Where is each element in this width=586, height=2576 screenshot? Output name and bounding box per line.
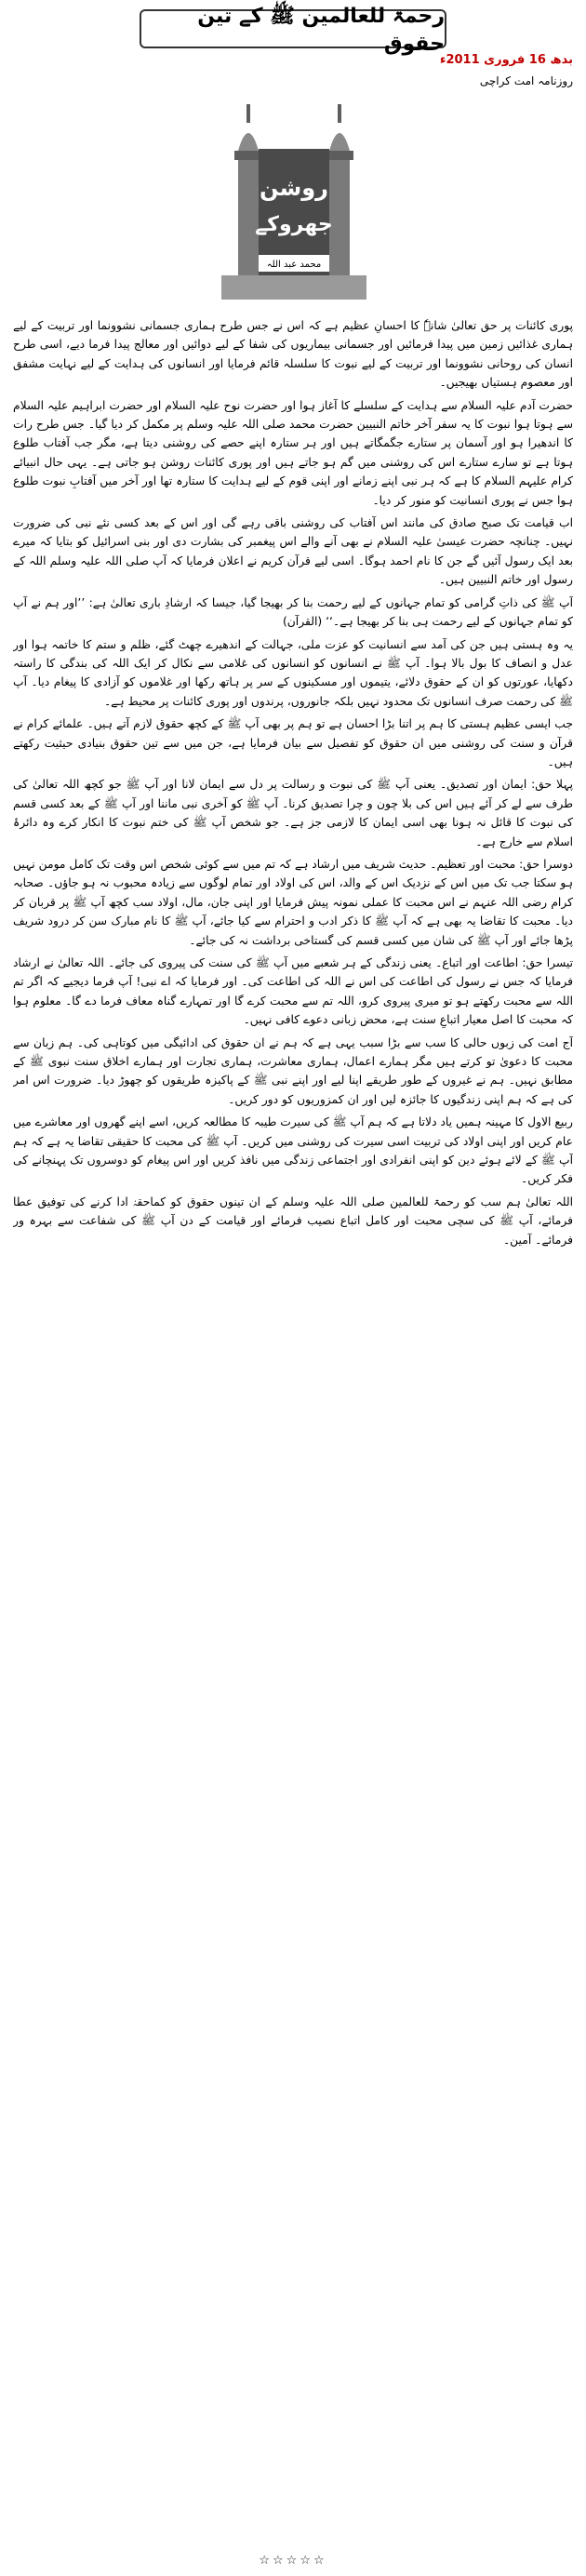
logo-caption: محمد عبد اللہ (266, 260, 322, 270)
article-title-text: رحمۃ للعالمین ﷺ کے تین حقوق (197, 4, 445, 56)
article-paragraph: آپ ﷺ کی ذاتِ گرامی کو تمام جہانوں کے لیے رحمت بنا کر بھیجا گیا، جیسا کہ ارشادِ باری تعالیٰ ہے: ’’اور ہم نے آپ کو تمام جہانوں کے لیے رحمت ہی بنا کر بھیجا ہے۔‘‘ (القرآن) (13, 595, 573, 629)
logo-title-top: روشن (260, 175, 328, 201)
column-logo (221, 93, 366, 300)
publication-source: روزنامہ امت کراچی (479, 74, 573, 87)
end-stars: ☆☆☆☆☆ (259, 2554, 327, 2568)
article-paragraph: یہ وہ ہستی ہیں جن کی آمد سے انسانیت کو عزت ملی، جہالت کے اندھیرے چھٹ گئے، ظلم و ستم کا خاتمہ ہوا اور عدل و انصاف کا بول بالا ہوا۔ آپ ﷺ نے انسانوں کو انسانوں کی غلامی سے نکال کر ایک اللہ کی بندگی کا راستہ دکھایا، عورتوں کو ان کے حقوق دلائے، یتیموں اور مسکینوں کے سر پر ہاتھ رکھا اور غلاموں کو آزادی کا پیغام دیا۔ آپ ﷺ کی رحمت صرف انسانوں تک محدود نہیں بلکہ جانوروں، پرندوں اور پوری کائنات پر محیط ہے۔ (13, 637, 573, 708)
article-paragraph: اللہ تعالیٰ ہم سب کو رحمۃ للعالمین صلی اللہ علیہ وسلم کے ان تینوں حقوق کو کماحقہٗ ادا کرنے کی توفیق عطا فرمائے، آپ ﷺ کی سچی محبت اور کامل اتباع نصیب فرمائے اور قیامت کے دن آپ ﷺ کی شفاعت سے بہرہ ور فرمائے۔ آمین۔ (13, 1195, 573, 1247)
article-paragraph: پہلا حق: ایمان اور تصدیق۔ یعنی آپ ﷺ کی نبوت و رسالت پر دل سے ایمان لانا اور آپ ﷺ جو کچھ اللہ تعالیٰ کی طرف سے لے کر آئے ہیں اس کی بلا چون و چرا تصدیق کرنا۔ آپ ﷺ کو آخری نبی ماننا اور آپ ﷺ کے بعد کسی قسم کی نبوت کا قائل نہ ہونا بھی اسی ایمان کا لازمی جز ہے۔ جو شخص آپ ﷺ کی ختم نبوت کا انکار کرے وہ دائرۂ اسلام سے خارج ہے۔ (13, 778, 573, 848)
article-paragraph: پوری کائنات پر حق تعالیٰ شانہٗ کا احسانِ عظیم ہے کہ اس نے جس طرح ہماری جسمانی نشوونما اور تربیت کے لیے ہماری غذائیں زمین میں پیدا فرمائیں اور جسمانی بیماریوں کی شفا کے لیے دوائیں اور معالج پیدا فرما دیے، اسی طرح انسان کی روحانی نشوونما اور تربیت کے لیے نبوت کا سلسلہ قائم فرمایا اور انسانوں کی ہدایت کے لیے نہایت مشفق اور معصوم ہستیاں بھیجیں۔ (13, 319, 573, 390)
article-paragraph: حضرت آدم علیہ السلام سے ہدایت کے سلسلے کا آغاز ہوا اور حضرت نوح علیہ السلام اور حضرت ابراہیم علیہ السلام سے ہوتا ہوا نبوت کا یہ سفر آخر خاتم النبیین حضرت محمد صلی اللہ علیہ وسلم پر مکمل کر دیا گیا۔ جس طرح رات کا اندھیرا ہو اور آسمان پر ستارے جگمگاتے ہیں اور ہر ستارہ اپنے حصے کی روشنی دیتا ہے، مگر جب آفتاب طلوع ہوتا ہے تو سارے ستارے اس کی روشنی میں گم ہو جاتے ہیں اور پوری کائنات روشن ہو جاتی ہے۔ یہی حال انبیائے کرام علیہم السلام کا ہے کہ ہر نبی اپنے زمانے اور اپنی قوم کے لیے ہدایت کا ستارہ تھا اور آخر میں آفتابِ نبوت طلوع ہوا جس نے پوری انسانیت کو منور کر دیا۔ (13, 398, 573, 507)
article-body (13, 316, 573, 2544)
publication-date: بدھ 16 فروری 2011ء (439, 53, 573, 67)
article-paragraph: اب قیامت تک صبح صادق کی مانند اس آفتاب کی روشنی باقی رہے گی اور اس کے بعد کسی نئے نبی کی ضرورت نہیں۔ چنانچہ حضرت عیسیٰ علیہ السلام نے بھی آنے والے اس پیغمبر کی بشارت دی اور بنی اسرائیل کو بتایا کہ میرے بعد ایک رسول آئیں گے جن کا نام احمد ہوگا۔ اسی لیے قرآن کریم نے اعلان فرمایا کہ آپ صلی اللہ علیہ وسلم اللہ کے رسول اور خاتم النبیین ہیں۔ (13, 516, 573, 587)
article-paragraph: ربیع الاول کا مہینہ ہمیں یاد دلاتا ہے کہ ہم آپ ﷺ کی سیرت طیبہ کا مطالعہ کریں، اسے اپنے گھروں اور معاشرے میں عام کریں اور اپنی اولاد کی تربیت اسی سیرت کی روشنی میں کریں۔ آپ ﷺ کی محبت کا حقیقی تقاضا یہ ہے کہ ہم آپ ﷺ کے لائے ہوئے دین کو اپنی انفرادی اور اجتماعی زندگی میں نافذ کریں اور اس پیغام کو دوسروں تک پہنچانے کی فکر کریں۔ (13, 1115, 573, 1186)
article-paragraph: جب ایسی عظیم ہستی کا ہم پر اتنا بڑا احسان ہے تو ہم پر بھی آپ ﷺ کے کچھ حقوق لازم آتے ہیں۔ علمائے کرام نے قرآن و سنت کی روشنی میں ان حقوق کو تفصیل سے بیان فرمایا ہے، جن میں سے تین حقوق بنیادی حیثیت رکھتے ہیں۔ (13, 717, 573, 768)
logo-title-bottom: جھروکے (255, 213, 333, 236)
article-paragraph: تیسرا حق: اطاعت اور اتباع۔ یعنی زندگی کے ہر شعبے میں آپ ﷺ کی سنت کی پیروی کی جائے۔ اللہ تعالیٰ نے ارشاد فرمایا کہ جس نے رسول کی اطاعت کی اس نے اللہ کی اطاعت کی۔ اور فرمایا کہ اے نبی! آپ فرما دیجیے کہ اگر تم اللہ سے محبت رکھتے ہو تو میری پیروی کرو، اللہ تم سے محبت کرے گا اور تمہارے گناہ معاف فرما دے گا۔ معلوم ہوا کہ محبت کا اصل معیار اتباعِ سنت ہے، محض زبانی دعوے کافی نہیں۔ (13, 956, 573, 1027)
article-title (140, 4, 446, 56)
article-paragraph: آج امت کی زبوں حالی کا سب سے بڑا سبب یہی ہے کہ ہم نے ان حقوق کی ادائیگی میں کوتاہی کی۔ ہم زبان سے محبت کا دعویٰ تو کرتے ہیں مگر ہمارے اعمال، ہماری معاشرت، ہماری تجارت اور ہمارے اخلاق سنت نبوی ﷺ کے مطابق نہیں۔ ہم نے غیروں کے طور طریقے اپنا لیے اور اپنے نبی ﷺ کے پاکیزہ طریقوں کو چھوڑ دیا۔ ضرورت اس امر کی ہے کہ ہم اپنی زندگیوں کا جائزہ لیں اور ان کمزوریوں کو دور کریں۔ (13, 1035, 573, 1106)
article-paragraph: دوسرا حق: محبت اور تعظیم۔ حدیث شریف میں ارشاد ہے کہ تم میں سے کوئی شخص اس وقت تک کامل مومن نہیں ہو سکتا جب تک میں اس کے نزدیک اس کے والد، اس کی اولاد اور تمام لوگوں سے زیادہ محبوب نہ ہو جاؤں۔ صحابہ کرام رضی اللہ عنہم نے اس محبت کا عملی نمونہ پیش فرمایا اور اپنی جان، مال، اولاد سب کچھ آپ ﷺ پر قربان کر دیا۔ محبت کا تقاضا یہ بھی ہے کہ آپ ﷺ کا ذکر ادب و احترام سے کیا جائے، آپ ﷺ کا نام مبارک سن کر درود شریف پڑھا جائے اور آپ ﷺ کی شان میں کسی قسم کی گستاخی برداشت نہ کی جائے۔ (13, 857, 573, 947)
